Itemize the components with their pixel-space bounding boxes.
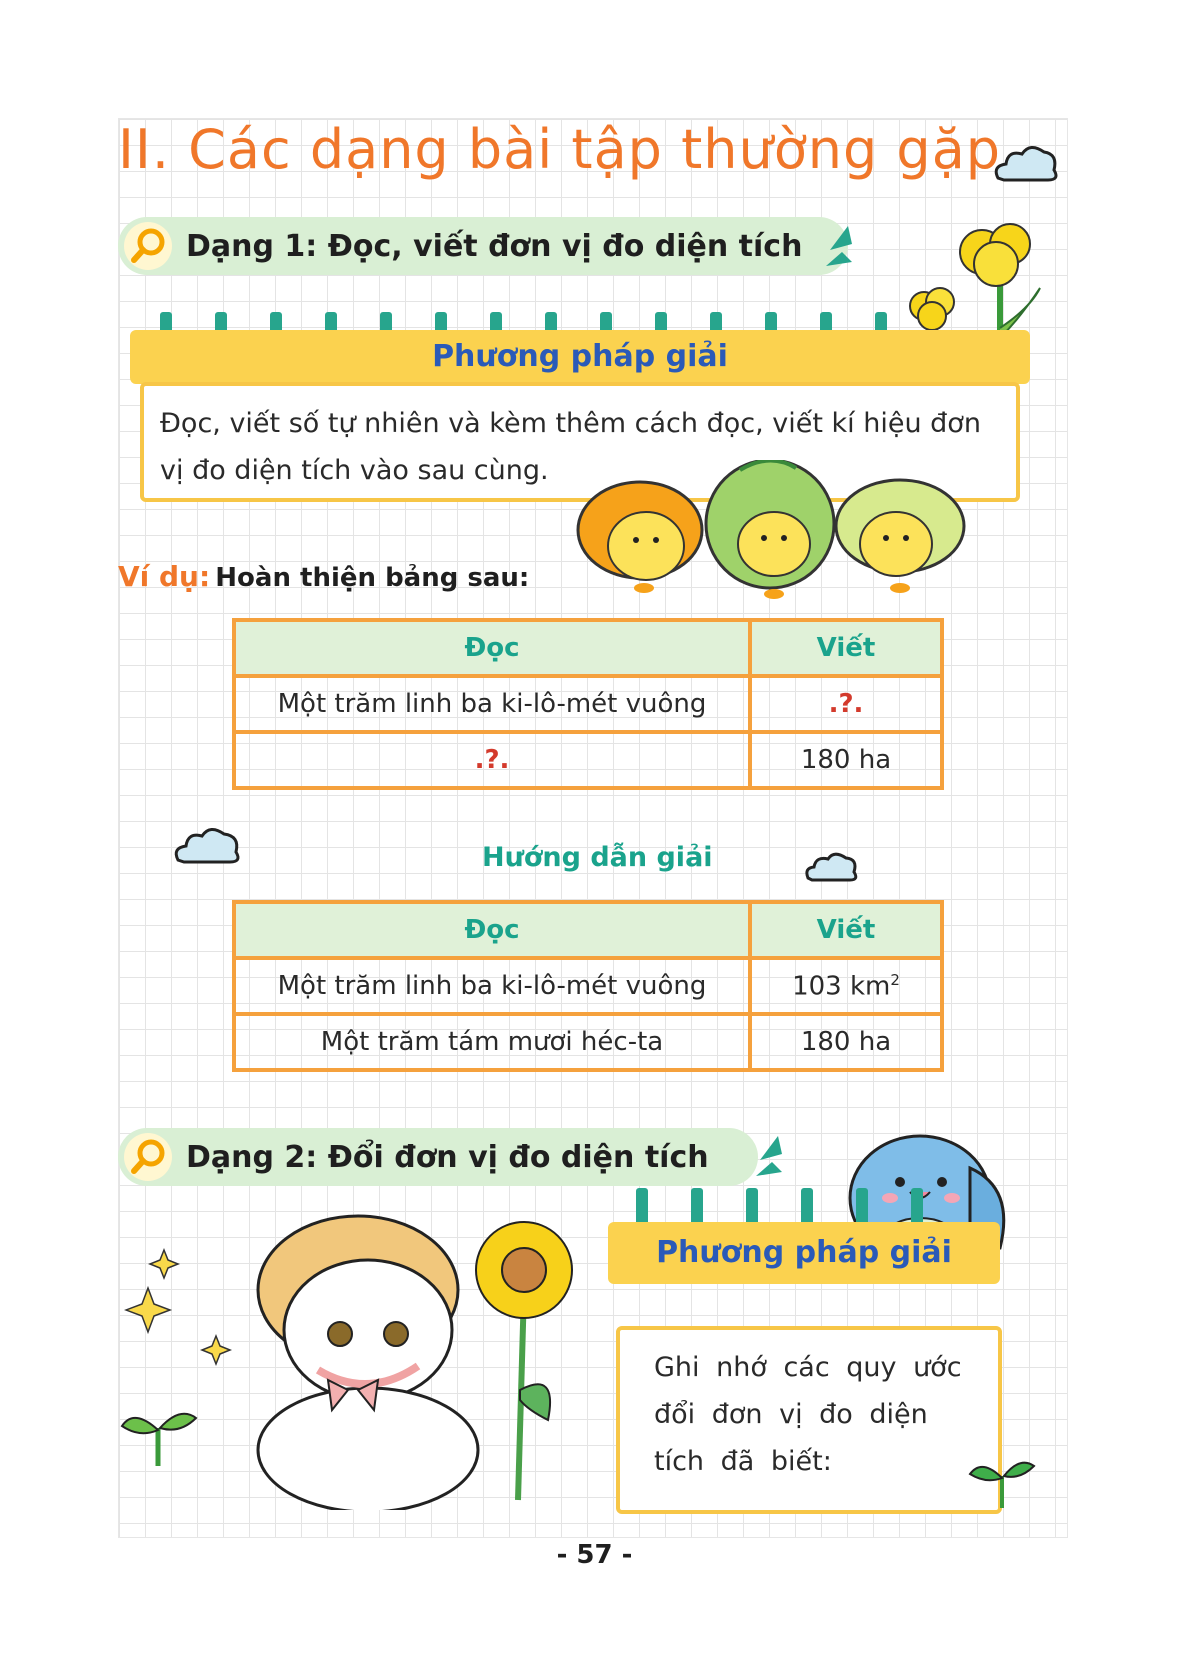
solution-table <box>232 900 944 1072</box>
table-header-row <box>234 902 942 958</box>
example-text: Hoàn thiện bảng sau: <box>215 563 530 593</box>
cat-sunflower-illustration <box>248 1210 598 1510</box>
spiral-binding <box>636 1188 966 1226</box>
sparkle-icons <box>124 1248 234 1368</box>
table-row <box>234 676 942 732</box>
value-text: 103 km <box>792 971 891 1002</box>
method2-box <box>616 1326 1002 1514</box>
table-row <box>234 1014 942 1070</box>
leaf-icon <box>752 1132 788 1180</box>
cloud-icon <box>990 140 1062 186</box>
table-cell <box>750 958 942 1014</box>
question-cell: .?. <box>234 732 750 788</box>
table-header-row <box>234 620 942 676</box>
guide-heading: Hướng dẫn giải <box>482 842 713 873</box>
header-viet: Viết <box>750 902 942 958</box>
header-viet: Viết <box>750 620 942 676</box>
method1-line2: vị đo diện tích vào sau cùng. <box>160 455 549 486</box>
example-table <box>232 618 944 790</box>
magnifier-icon <box>122 1131 174 1183</box>
leaf-icon <box>822 222 858 270</box>
melon-chicks-illustration <box>560 460 1000 620</box>
method2-line2: đổi đơn vị đo diện <box>654 1399 928 1430</box>
exponent: 2 <box>890 970 900 989</box>
dang1-bar <box>118 217 848 275</box>
method2-heading: Phương pháp giải <box>608 1222 1000 1284</box>
cloud-icon <box>802 848 862 884</box>
method1-heading: Phương pháp giải <box>130 330 1030 384</box>
dang2-bar <box>118 1128 758 1186</box>
cloud-icon <box>170 822 246 868</box>
sprout-icon <box>120 1398 200 1468</box>
table-cell: Một trăm tám mươi héc-ta <box>234 1014 750 1070</box>
sprout-icon <box>968 1450 1038 1510</box>
dang2-label: Dạng 2: Đổi đơn vị đo diện tích <box>186 1139 709 1175</box>
table-row <box>234 958 942 1014</box>
table-cell: 180 ha <box>750 732 942 788</box>
page-number: - 57 - <box>556 1540 633 1570</box>
magnifier-icon <box>122 220 174 272</box>
question-cell: .?. <box>750 676 942 732</box>
table-cell: 180 ha <box>750 1014 942 1070</box>
method2-line3: tích đã biết: <box>654 1446 832 1477</box>
header-doc: Đọc <box>234 620 750 676</box>
table-row <box>234 732 942 788</box>
dang1-label: Dạng 1: Đọc, viết đơn vị đo diện tích <box>186 228 803 264</box>
page-title: II. Các dạng bài tập thường gặp <box>118 118 1002 181</box>
example-label: Ví dụ: <box>118 560 211 593</box>
example-heading <box>118 560 529 593</box>
header-doc: Đọc <box>234 902 750 958</box>
method2-line1: Ghi nhớ các quy ước <box>654 1352 962 1383</box>
table-cell: Một trăm linh ba ki-lô-mét vuông <box>234 676 750 732</box>
table-cell: Một trăm linh ba ki-lô-mét vuông <box>234 958 750 1014</box>
method1-line1: Đọc, viết số tự nhiên và kèm thêm cách đọc, viết kí hiệu đơn <box>160 408 981 439</box>
